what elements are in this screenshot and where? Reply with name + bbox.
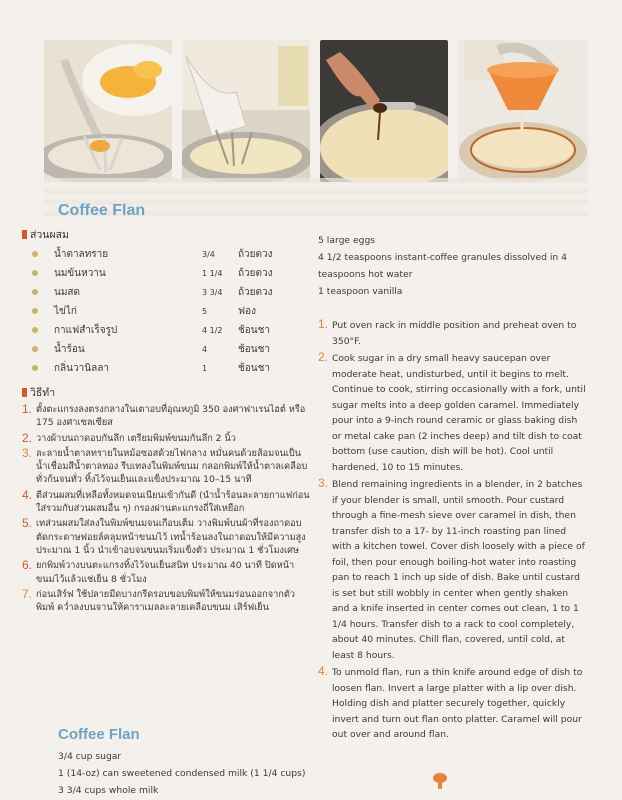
bullet-icon: [32, 308, 38, 314]
ingredient-line: 3 3/4 cups whole milk: [58, 785, 159, 796]
ingredient-row: กาแฟสำเร็จรูป 4 1/2 ช้อนชา: [32, 321, 288, 340]
bullet-icon: [32, 365, 38, 371]
ingredient-line: 1 (14-oz) can sweetened condensed milk (1 1/4 cups): [58, 768, 306, 779]
photo-sieve: [458, 40, 588, 182]
ingredient-row: ไข่ไก่ 5 ฟอง: [32, 302, 288, 321]
step-item: 1. Put oven rack in middle position and preheat oven to 350°F.: [318, 317, 577, 347]
ingredients-heading: ส่วนผสม: [22, 226, 312, 243]
english-steps-list: [318, 318, 588, 743]
bullet-icon: [32, 289, 38, 295]
step-item: 5. เทส่วนผสมใส่ลงในพิมพ์ขนมจนเกือบเต็ม วางพิมพ์บนผ้าที่รองถาดอบ ตัดกระดาษฟอยล์คลุมหน้าขนมไว้ เทน้ำร้อนลงในถาดอบให้มีความสูงประมาณ 1 นิ้ว นำเข้าอบจนขนมเริ่มแข็งตัว ประมาณ 1 ชั่วโมงเศษ: [22, 516, 306, 556]
step-item: 3. Blend remaining ingredients in a blender, in 2 batches if your blender is small, until smooth. Pour custard through a fine-mesh sieve over caramel in dish, then transfer dish to a 17- by 11-inch roasting pan lined with a kitchen towel. Cover dish loosely with a piece of foil, then pour enough boiling-hot water into roasting pan to reach 1 inch up side of dish. Bake until custard is set but still wobbly in center when gently shaken and a knife inserted in center comes out clean, 1 to 1 1/4 hours. Transfer dish to a rack to cool completely, about 40 minutes. Chill flan, covered, until cold, at least 8 hours.: [318, 476, 585, 661]
section-marker-icon: [22, 230, 27, 239]
ingredient-row: นมสด 3 3/4 ถ้วยตวง: [32, 283, 288, 302]
ingredient-row: กลิ่นวานิลลา 1 ช้อนชา: [32, 359, 288, 378]
ingredient-line: 1 teaspoon vanilla: [318, 286, 403, 297]
photo-cracking-eggs: [44, 40, 172, 182]
step-item: 1. ตั้งตะแกรงลงตรงกลางในเตาอบที่อุณหภูมิ 350 องศาฟาเรนไฮต์ หรือ 175 องศาเซลเซียส: [22, 402, 306, 429]
english-ingredients-part1: [58, 748, 318, 799]
ingredient-line: 4 1/2 teaspoons instant-coffee granules dissolved in 4 teaspoons hot water: [318, 252, 568, 280]
step-item: 6. ยกพิมพ์วางบนตะแกรงทิ้งไว้จนเย็นสนิท ประมาณ 40 นาที ปิดหน้าขนมไว้แล้วแช่เย็น 8 ชั่วโมง: [22, 558, 295, 585]
step-item: 2. Cook sugar in a dry small heavy saucepan over moderate heat, undisturbed, until it begins to melt. Continue to cook, stirring occasionally with a fork, until sugar melts into a deep golden caramel. Immediately pour into a 9-inch round ceramic or glass baking dish or metal cake pan (2 inches deep) and tilt dish to coat bottom (use caution, dish will be hot). Cool until hardened, 10 to 15 minutes.: [318, 350, 586, 473]
mushroom-logo-icon: [432, 772, 448, 790]
ingredient-row: นมข้นหวาน 1 1/4 ถ้วยตวง: [32, 264, 288, 283]
recipe-title-en-bottom: Coffee Flan: [58, 726, 140, 743]
ingredient-row: น้ำร้อน 4 ช้อนชา: [32, 340, 288, 359]
photo-vanilla: [320, 40, 448, 182]
step-item: 3. ละลายน้ำตาลทรายในหม้อซอสด้วยไฟกลาง หมั่นคนด้วยส้อมจนเป็นน้ำเชื่อมสีน้ำตาลทอง รีบเทลงในพิมพ์ขนม กลอกพิมพ์ให้น้ำตาลเคลือบทั่วก้นจนทั่ว ทิ้งไว้จนเย็นและแข็งประมาณ 10–15 นาที: [22, 445, 308, 486]
step-item: 7. ก่อนเสิร์ฟ ใช้ปลายมีดบางกรีดรอบขอบพิมพ์ให้ขนมร่อนออกจากตัวพิมพ์ คว่ำลงบนจานให้คาราเมลละลายเคลือบขนม เสิร์ฟเย็น: [22, 586, 295, 614]
ingredient-row: น้ำตาลทราย 3/4 ถ้วยตวง: [32, 245, 288, 264]
thai-steps-list: [22, 403, 312, 614]
step-item: 2. วางผ้าบนถาดอบกันลึก เตรียมพิมพ์ขนมกันลึก 2 นิ้ว: [22, 430, 236, 445]
bullet-icon: [32, 327, 38, 333]
thai-recipe-column: [22, 202, 312, 616]
step-item: 4. To unmold flan, run a thin knife around edge of dish to loosen flan. Invert a large platter with a lip over dish. Holding dish and platter securely together, quickly invert and turn out flan onto platter. Caramel will pour out over and around flan.: [318, 664, 583, 740]
bullet-icon: [32, 251, 38, 257]
recipe-title-en: Coffee Flan: [58, 202, 146, 219]
method-heading: วิธีทำ: [22, 384, 312, 401]
english-recipe-column: [318, 232, 588, 745]
ingredients-table: [32, 245, 288, 378]
step-item: 4. ตีส่วนผสมที่เหลือทั้งหมดจนเนียนเข้ากันดี (นำน้ำร้อนละลายกาแฟก่อนใส่รวมกับส่วนผสมอื่น ๆ) กรองผ่านตะแกรงถี่ใส่เหยือก: [22, 487, 310, 515]
section-marker-icon: [22, 388, 27, 397]
photo-mixer: [182, 40, 310, 182]
ingredient-line: 5 large eggs: [318, 235, 376, 246]
ingredient-line: 3/4 cup sugar: [58, 751, 122, 762]
bullet-icon: [32, 346, 38, 352]
bullet-icon: [32, 270, 38, 276]
photo-strip: [44, 40, 588, 182]
